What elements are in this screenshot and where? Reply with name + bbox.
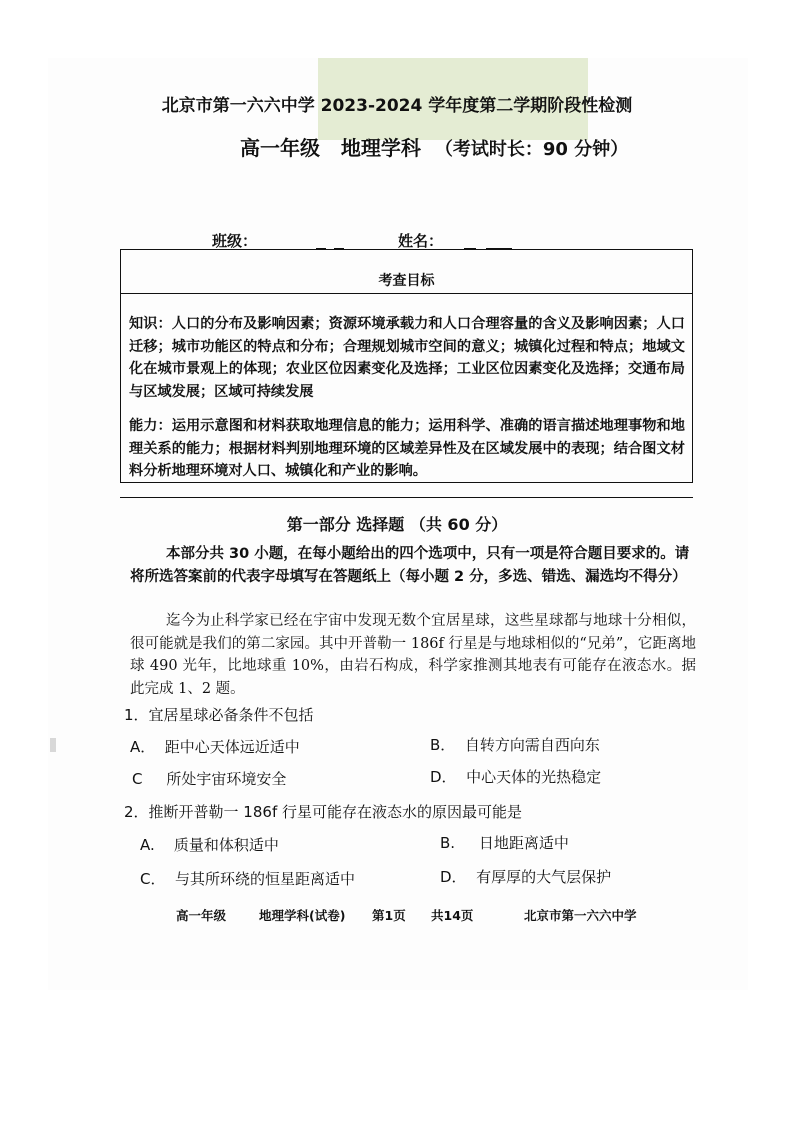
knowledge-objectives: 知识：人口的分布及影响因素；资源环境承载力和人口合理容量的含义及影响因素；人口迁移；城市功能区的特点和分布；合理规划城市空间的意义；城镇化过程和特点；地域文化在城市景观上的体现；农业区位因素变化及选择；工业区位因素变化及选择；交通布局与区域发展；区域可持续发展: [129, 316, 685, 400]
footer-total-pages: 共14页: [431, 908, 474, 923]
grade-subject: 高一年级 地理学科: [240, 136, 421, 160]
reading-passage: 迄今为止科学家已经在宇宙中发现无数个宜居星球，这些星球都与地球十分相似，很可能就是我们的第二家园。其中开普勒一 186f 行星是与地球相似的“兄弟”，它距离地球 490 光年，比地球重 10%，由岩石构成，科学家推测其地表有可能存在液态水。据此完成 1、2 题。: [130, 613, 696, 697]
scan-mark: [50, 738, 56, 752]
question-2-option-d: D． 有厚厚的大气层保护: [440, 868, 612, 886]
question-1-option-c: C 所处宇宙环境安全: [132, 770, 287, 788]
objectives-box: [120, 249, 693, 483]
exam-subtitle: [240, 132, 628, 161]
question-2-option-b: B. 日地距离适中: [440, 834, 569, 852]
ability-objectives: 能力：运用示意图和材料获取地理信息的能力；运用科学、准确的语言描述地理事物和地理关系的能力；根据材料判别地理环境的区域差异性及在区域发展中的表现；结合图文材料分析地理环境对人口、城镇化和产业的影响。: [129, 418, 685, 479]
class-label: 班级：: [212, 232, 258, 250]
exam-duration: （考试时长：90 分钟）: [434, 139, 629, 160]
question-2-option-c: C． 与其所环绕的恒星距离适中: [140, 870, 356, 888]
footer-subject: 地理学科(试卷): [259, 908, 346, 923]
footer-school: 北京市第一六六中学: [524, 908, 637, 923]
footer-grade: 高一年级: [176, 908, 227, 923]
footer-page-number: 第1页: [372, 908, 406, 923]
question-2-stem: 2．推断开普勒一 186f 行星可能存在液态水的原因最可能是: [124, 803, 522, 821]
question-1-option-b: B． 自转方向需自西向东: [430, 736, 600, 754]
exam-title: 北京市第一六六中学 2023-2024 学年度第二学期阶段性检测: [161, 96, 633, 116]
objectives-heading: 考查目标: [121, 250, 692, 294]
question-2-option-a: A. 质量和体积适中: [140, 836, 279, 854]
question-1-option-a: A． 距中心天体远近适中: [130, 738, 300, 756]
part1-title: 第一部分 选择题 （共 60 分）: [286, 515, 508, 534]
question-1-option-d: D． 中心天体的光热稳定: [430, 768, 602, 786]
question-1-stem: 1．宜居星球必备条件不包括: [124, 706, 314, 724]
name-label: 姓名：: [398, 232, 444, 250]
divider: [120, 497, 693, 498]
part1-instructions: 本部分共 30 小题，在每小题给出的四个选项中，只有一项是符合题目要求的。请将所选答案前的代表字母填写在答题纸上（每小题 2 分，多选、错选、漏选均不得分）: [130, 546, 690, 585]
